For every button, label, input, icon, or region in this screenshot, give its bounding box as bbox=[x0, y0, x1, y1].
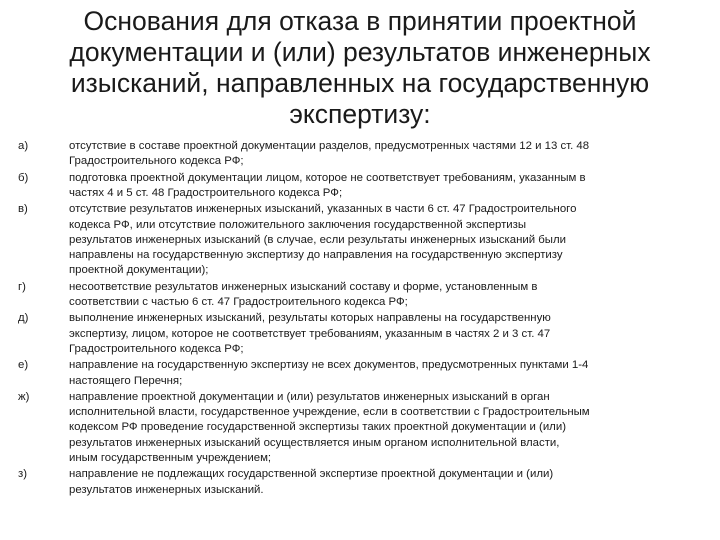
item-marker: в) bbox=[18, 203, 28, 216]
item-text: отсутствие в составе проектной документации разделов, предусмотренных частями 12 и 13 ст. 48 Градостроительного кодекса РФ; bbox=[69, 140, 590, 168]
item-text: несоответствие результатов инженерных изысканий составу и форме, установленным в соответствии с частью 6 ст. 47 Градостроительного кодекса РФ; bbox=[69, 280, 538, 308]
item-marker: е) bbox=[18, 359, 29, 372]
item-marker: ж) bbox=[18, 391, 30, 404]
item-marker: д) bbox=[18, 312, 29, 325]
item-marker: а) bbox=[18, 140, 29, 152]
slide-title: Основания для отказа в принятии проектной документации и (или) результатов инженерных изысканий, направленных на государственную экспертизу: bbox=[69, 6, 651, 129]
item-text: отсутствие результатов инженерных изысканий, указанных в части 6 ст. 47 Градостроительного кодекса РФ, или отсутствие положительного заключения государственной экспертизы результатов инженерных изысканий (в случае, если результаты инженерных изысканий были направлены на государственную экспертизу до направления на государственную экспертизу проектной документации); bbox=[69, 203, 577, 277]
list-item-d bbox=[18, 311, 702, 357]
list-item-v bbox=[18, 202, 702, 278]
grounds-list bbox=[18, 139, 702, 499]
item-text: направление на государственную экспертизу не всех документов, предусмотренных пунктами 1-4 настоящего Перечня; bbox=[69, 359, 589, 387]
item-text: направление проектной документации и (или) результатов инженерных изысканий в орган исполнительной власти, государственное учреждение, если в соответствии с Градостроительным кодексом РФ проведение государственной экспертизы таких проектной документации и (или) результатов инженерных изысканий осуществляется иным органом исполнительной власти, иным государственным учреждением; bbox=[69, 391, 590, 464]
item-text: подготовка проектной документации лицом, которое не соответствует требованиям, указанным в частях 4 и 5 ст. 48 Градостроительного кодекса РФ; bbox=[69, 171, 586, 199]
list-item-g bbox=[18, 280, 702, 310]
list-item-z bbox=[18, 467, 702, 497]
list-item-b bbox=[18, 171, 702, 201]
item-marker: г) bbox=[18, 280, 26, 293]
list-item-zh bbox=[18, 390, 702, 466]
item-text: выполнение инженерных изысканий, результаты которых направлены на государственную экспертизу, лицом, которое не соответствует требованиям, указанным в частях 2 и 3 ст. 47 Градостроительного кодекса РФ; bbox=[69, 312, 551, 355]
list-item-a bbox=[18, 139, 702, 169]
item-marker: б) bbox=[18, 171, 29, 184]
item-text: направление не подлежащих государственной экспертизе проектной документации и (или) результатов инженерных изысканий. bbox=[69, 468, 554, 496]
item-marker: з) bbox=[18, 468, 28, 481]
list-item-e bbox=[18, 358, 702, 388]
